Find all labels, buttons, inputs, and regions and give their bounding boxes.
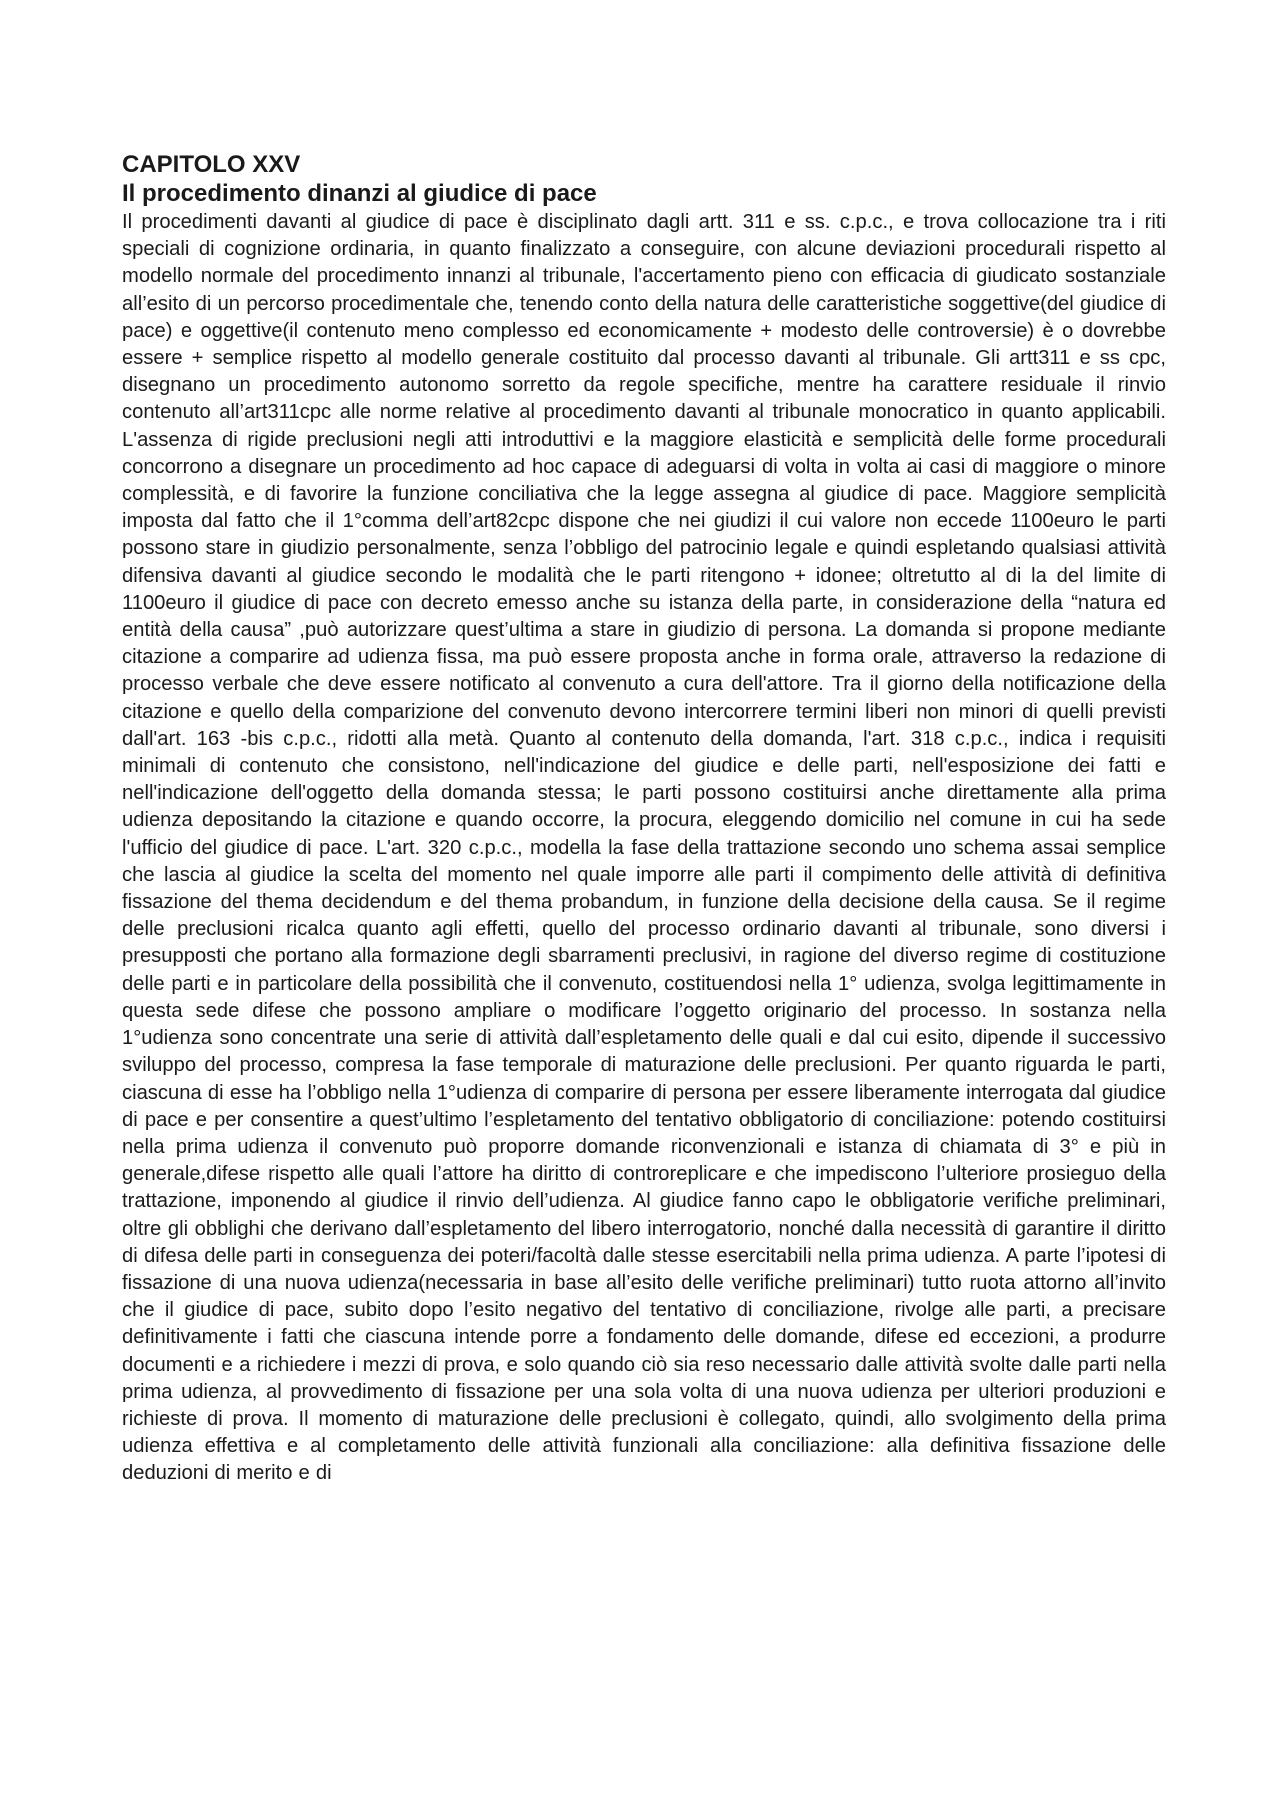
- body-paragraph: Il procedimenti davanti al giudice di pace è disciplinato dagli artt. 311 e ss. c.p.c., e trova collocazione tra i riti speciali di cognizione ordinaria, in quanto finalizzato a conseguire, con alcune deviazioni procedurali rispetto al modello normale del procedimento innanzi al tribunale, l'accertamento pieno con efficacia di giudicato sostanziale all’esito di un percorso procedimentale che, tenendo conto della natura delle caratteristiche soggettive(del giudice di pace) e oggettive(il contenuto meno complesso ed economicamente + modesto delle controversie) è o dovrebbe essere + semplice rispetto al modello generale costituito dal processo davanti al tribunale. Gli artt311 e ss cpc, disegnano un procedimento autonomo sorretto da regole specifiche, mentre ha carattere residuale il rinvio contenuto all’art311cpc alle norme relative al procedimento davanti al tribunale monocratico in quanto applicabili. L'assenza di rigide preclusioni negli atti introduttivi e la maggiore elasticità e semplicità delle forme procedurali concorrono a disegnare un procedimento ad hoc capace di adeguarsi di volta in volta ai casi di maggiore o minore complessità, e di favorire la funzione conciliativa che la legge assegna al giudice di pace. Maggiore semplicità imposta dal fatto che il 1°comma dell’art82cpc dispone che nei giudizi il cui valore non eccede 1100euro le parti possono stare in giudizio personalmente, senza l’obbligo del patrocinio legale e quindi espletando qualsiasi attività difensiva davanti al giudice secondo le modalità che le parti ritengono + idonee; oltretutto al di la del limite di 1100euro il giudice di pace con decreto emesso anche su istanza della parte, in considerazione della “natura ed entità della causa” ,può autorizzare quest’ultima a stare in giudizio di persona. La domanda si propone mediante citazione a comparire ad udienza fissa, ma può essere proposta anche in forma orale, attraverso la redazione di processo verbale che deve essere notificato al convenuto a cura dell'attore. Tra il giorno della notificazione della citazione e quello della comparizione del convenuto devono intercorrere termini liberi non minori di quelli previsti dall'art. 163 -bis c.p.c., ridotti alla metà. Quanto al contenuto della domanda, l'art. 318 c.p.c., indica i requisiti minimali di contenuto che consistono, nell'indicazione del giudice e delle parti, nell'esposizione dei fatti e nell'indicazione dell'oggetto della domanda stessa; le parti possono costituirsi anche direttamente alla prima udienza depositando la citazione e quando occorre, la procura, eleggendo domicilio nel comune in cui ha sede l'ufficio del giudice di pace. L'art. 320 c.p.c., modella la fase della trattazione secondo uno schema assai semplice che lascia al giudice la scelta del momento nel quale imporre alle parti il compimento delle attività di definitiva fissazione del thema decidendum e del thema probandum, in funzione della decisione della causa. Se il regime delle preclusioni ricalca quanto agli effetti, quello del processo ordinario davanti al tribunale, sono diversi i presupposti che portano alla formazione degli sbarramenti preclusivi, in ragione del diverso regime di costituzione delle parti e in particolare della possibilità che il convenuto, costituendosi nella 1° udienza, svolga legittimamente in questa sede difese che possono ampliare o modificare l’oggetto originario del processo. In sostanza nella 1°udienza sono concentrate una serie di attività dall’espletamento delle quali e dal cui esito, dipende il successivo sviluppo del processo, compresa la fase temporale di maturazione delle preclusioni. Per quanto riguarda le parti, ciascuna di esse ha l’obbligo nella 1°udienza di comparire di persona per essere liberamente interrogata dal giudice di pace e per consentire a quest’ultimo l’espletamento del tentativo obbligatorio di conciliazione: potendo costituirsi nella prima udienza il convenuto può proporre domande riconvenzionali e istanza di chiamata di 3° e più in generale,difese rispetto alle quali l’attore ha diritto di controreplicare e che impediscono l’ulteriore prosieguo della trattazione, imponendo al giudice il rinvio dell’udienza. Al giudice fanno capo le obbligatorie verifiche preliminari, oltre gli obblighi che derivano dall’espletamento del libero interrogatorio, nonché dalla necessità di garantire il diritto di difesa delle parti in conseguenza dei poteri/facoltà dalle stesse esercitabili nella prima udienza. A parte l’ipotesi di fissazione di una nuova udienza(necessaria in base all’esito delle verifiche preliminari) tutto ruota attorno all’invito che il giudice di pace, subito dopo l’esito negativo del tentativo di conciliazione, rivolge alle parti, a precisare definitivamente i fatti che ciascuna intende porre a fondamento delle domande, difese ed eccezioni, a produrre documenti e a richiedere i mezzi di prova, e solo quando ciò sia reso necessario dalle attività svolte dalle parti nella prima udienza, al provvedimento di fissazione per una sola volta di una nuova udienza per ulteriori produzioni e richieste di prova. Il momento di maturazione delle preclusioni è collegato, quindi, allo svolgimento della prima udienza effettiva e al completamento delle attività funzionali alla conciliazione: alla definitiva fissazione delle deduzioni di merito e di: [122, 211, 1166, 1485]
- document-page: [122, 150, 1166, 1488]
- chapter-title: Il procedimento dinanzi al giudice di pace: [122, 180, 597, 207]
- chapter-heading: CAPITOLO XXV: [122, 151, 301, 178]
